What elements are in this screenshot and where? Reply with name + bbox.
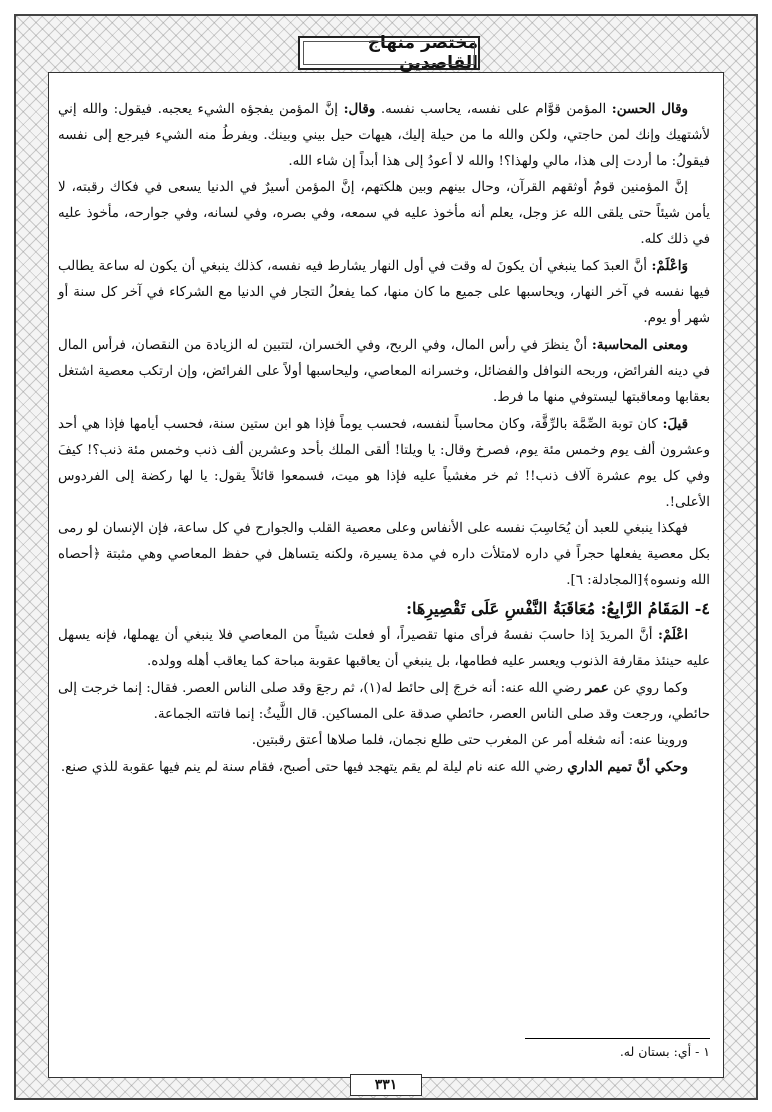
paragraph-text: فهكذا ينبغي للعبد أن يُحَاسِبَ نفسه على الأنفاس وعلى معصية القلب والجوارح في كل ساعة، فإن الإنسان لو رمى بكل معصية يفعلها حجراً في داره لامتلأت داره في مدة يسيرة، ولكنه يتساهل في حفظ المعاصي وهي مثبتة ﴿أحصاه الله ونسوه﴾[المجادلة: ٦]. <box>58 521 710 588</box>
paragraph-text: وروينا عنه: أنه شغله أمر عن المغرب حتى طلع نجمان، فلما صلاها أعتق رقبتين. <box>251 733 688 748</box>
paragraph-1 <box>58 96 710 175</box>
paragraph-2 <box>58 175 710 253</box>
paragraph-10 <box>58 754 710 781</box>
paragraph-7 <box>58 622 710 675</box>
footnote: ١ - أي: بستان له. <box>619 1044 710 1059</box>
page-number: ٣٣١ <box>350 1074 422 1096</box>
paragraph-lead: ومعنى المحاسبة: <box>591 337 688 353</box>
paragraph-text: وكما روي عن <box>608 681 688 696</box>
paragraph-text: إنَّ المؤمنين قومٌ أوثقهم القرآن، وحال بينهم وبين هلكتهم، إنَّ المؤمن أسيرٌ في الدنيا يسعى في فكاك رقبته، لا يأمن شيئاً حتى يلقى الله عز وجل، يعلم أنه مأخوذ عليه في سمعه، وفي بصره، وفي لسانه، وفي جوارحه، مأخوذ عليه في ذلك كله. <box>58 180 710 247</box>
book-title: مختصر منهاج القاصدين <box>367 33 478 73</box>
paragraph-text: المؤمن قوَّام على نفسه، يحاسب نفسه. <box>375 102 612 117</box>
running-header <box>298 33 480 73</box>
paragraph-8 <box>58 675 710 728</box>
paragraph-lead: قيلَ: <box>662 416 688 432</box>
paragraph-text: رضي الله عنه نام ليلة لم يقم يتهجد فيها حتى أصبح، فقام سنة لم ينم فيها عقوبة للذي صنع. <box>60 760 568 775</box>
paragraph-lead: اعْلَمْ: <box>658 627 688 643</box>
paragraph-9 <box>58 728 710 754</box>
paragraph-text: كان توبة الصِّمَّة بالرِّقَّة، وكان محاسباً لنفسه، فحسب يوماً فإذا هو ابن ستين سنة، فحسب أيامها فإذا هي أحد وعشرون ألف يوم وخمس مئة يوم، فصرخ وقال: يا ويلتا! ألقى الملك بأحد وعشرين ألف ذنب وخمس مئة ذنب؟! كيفَ وفي كل يوم عشرة آلاف ذنب!! ثم خر مغشياً عليه فإذا هو ميت، فسمعوا قائلاً يقول: يا لها ركضة إلى الفردوس الأعلى!. <box>58 417 710 510</box>
paragraph-lead: وقال: <box>343 101 376 117</box>
paragraph-text: أنَّ العبدَ كما ينبغي أن يكونَ له وقت في أول النهار يشارط فيه نفسه، كذلك ينبغي أن يكون له ساعة يطالب فيها نفسه في آخر النهار، ويحاسبها على جميع ما كان منها، كما يفعلُ التجار في الدنيا مع الشركاء في آخر كل سنة أو شهر أو يوم. <box>58 259 710 326</box>
paragraph-6 <box>58 516 710 594</box>
paragraph-text: إنَّ المؤمن يفجؤه الشيء يعجبه. فيقول: والله إني لأشتهيك وإنك لمن حاجتي، ولكن والله ما من حيلة إليك، هيهات حيل بيني وبينك. ويفرطُ منه الشيء فيرجع إلى نفسه فيقولُ: ما أردت إلى هذا، مالي ولهذا؟! والله لا أعودُ إلى هذا أبداً إن شاء الله. <box>58 102 710 169</box>
paragraph-text: رضي الله عنه: أنه خرجَ إلى حائط له(١)، ثم رجعَ وقد صلى الناس العصر. فقال: إنما خرجت إلى حائطي، ورجعت وقد صلى الناس العصر، حائطي صدقة على المساكين. قال اللَّيثُ: إنما فاتته الجماعة. <box>58 681 710 722</box>
paragraph-text: أنْ ينظرَ في رأس المال، وفي الربح، وفي الخسران، لتتبين له الزيادة من النقصان، فرأس المال في دينه الفرائض، وربحه النوافل والفضائل، وخسرانه المعاصي، وليحاسبها أولاً على الفرائض، وإن ارتكب معصية اشتغل بعقابها ومعاقبتها ليستوفي منها ما فرط. <box>58 338 710 405</box>
paragraph-lead: وقال الحسن: <box>611 101 688 117</box>
paragraph-4 <box>58 332 710 411</box>
paragraph-text: أنَّ المريدَ إذا حاسبَ نفسهُ فرأى منها تقصيراً، أو فعلت شيئاً من المعاصي فلا ينبغي أن يهملها، فإنه يسهل عليه حينئذ مقارفة الذنوب ويعسر عليه فطامها، بل ينبغي أن يعاقبها عقوبة مباحة كما يعاقب أهله وولده. <box>58 628 710 669</box>
paragraph-lead: وَاعْلَمْ: <box>651 258 688 274</box>
main-text <box>58 96 710 781</box>
footnote-separator <box>525 1038 710 1039</box>
paragraph-5 <box>58 411 710 516</box>
paragraph-lead: عمر <box>585 680 609 696</box>
section-heading: ٤- المَقَامُ الرَّابِعُ: مُعَاقَبَةُ النَّفْسِ عَلَى تَقْصِيرِهَا: <box>406 599 710 618</box>
paragraph-3 <box>58 253 710 332</box>
paragraph-lead: وحكي أنَّ تميم الداري <box>567 759 688 775</box>
